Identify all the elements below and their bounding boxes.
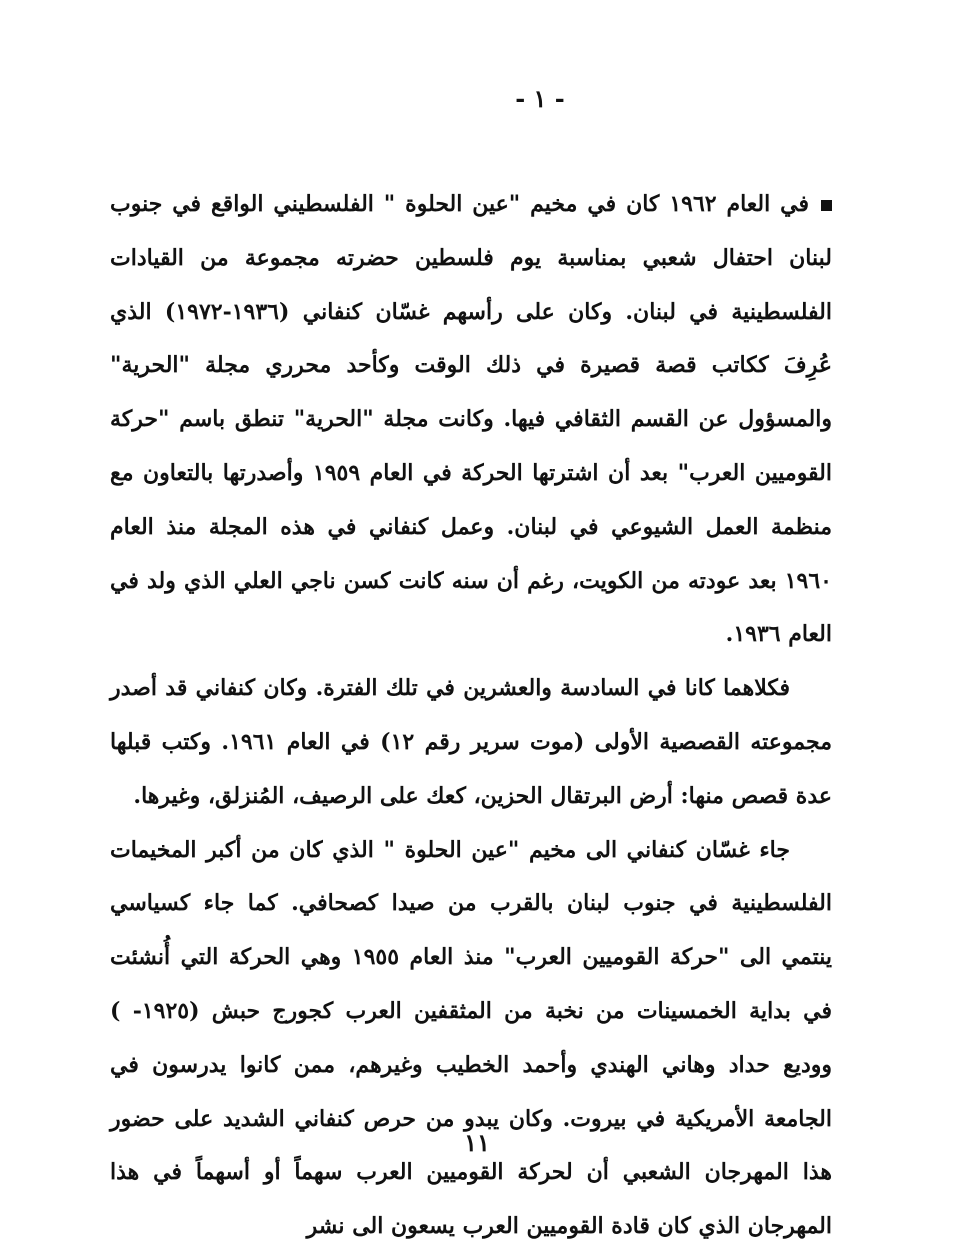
page-number: ١١ [464,1128,490,1157]
paragraph-1-text: في العام ١٩٦٢ كان في مخيم "عين الحلوة " الفلسطيني الواقع في جنوب لبنان احتفال شعبي بمناسبة يوم فلسطين حضرته مجموعة من القيادات الفلسطينية في لبنان. وكان على رأسهم غسّان كنفاني (١٩٣٦-١٩٧٢) الذي عُرِفَ ككاتب قصة قصيرة في ذلك الوقت وكأحد محرري مجلة "الحرية" والمسؤول عن القسم الثقافي فيها. وكانت مجلة "الحرية" تنطق باسم "حركة القوميين العرب" بعد أن اشترتها الحركة في العام ١٩٥٩ وأصدرتها بالتعاون مع منظمة العمل الشيوعي في لبنان. وعمل كنفاني في هذه المجلة منذ العام ١٩٦٠ بعد عودته من الكويت، رغم أن سنه كانت كسن ناجي العلي الذي ولد في العام ١٩٣٦. [110,191,833,648]
square-bullet-icon [821,200,832,211]
paragraph-2: فكلاهما كانا في السادسة والعشرين في تلك الفترة. وكان كنفاني قد أصدر مجموعته القصصية الأولى (موت سرير رقم ١٢) في العام ١٩٦١. وكتب قبلها عدة قصص منها: أرض البرتقال الحزين، كعك على الرصيف، المُنزلق، وغيرها. [110,675,832,809]
chapter-number: - ١ - [515,84,565,113]
paragraph-1 [110,178,832,662]
body-text [110,178,832,1254]
paragraph-3: جاء غسّان كنفاني الى مخيم "عين الحلوة " الذي كان من أكبر المخيمات الفلسطينية في جنوب لبنان بالقرب من صيدا كصحافي. كما جاء كسياسي ينتمي الى "حركة القوميين العرب" منذ العام ١٩٥٥ وهي الحركة التي أُنشئت في بداية الخمسينات من نخبة من المثقفين العرب كجورج حبش (١٩٢٥- ) ووديع حداد وهاني الهندي وأحمد الخطيب وغيرهم، ممن كانوا يدرسون في الجامعة الأمريكية في بيروت. وكان يبدو من حرص كنفاني الشديد على حضور هذا المهرجان الشعبي أن لحركة القوميين العرب سهماً أو أسهماً في هذا المهرجان الذي كان قادة القوميين العرب يسعون الى نشر [110,836,832,1240]
